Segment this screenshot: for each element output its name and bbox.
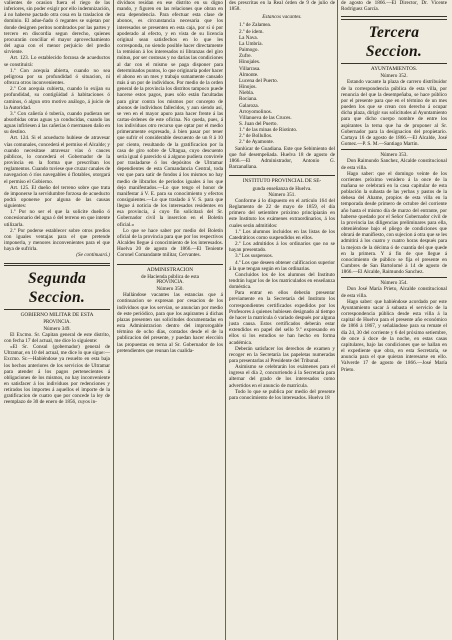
paragraph: 1.º Los alumnos incluidos en las listas de los Catedráticos como suspendidos en ellos. <box>229 228 335 241</box>
paragraph: 4.º Los que deseen obtener calificacion superior á la que tengan según en las ordinarias. <box>229 259 335 272</box>
notice-number: Número 349. <box>43 325 71 332</box>
column-1 <box>4 0 110 406</box>
rule <box>117 264 223 265</box>
list-item: 2.º de idem. <box>239 28 264 35</box>
column-2 <box>117 0 223 354</box>
list-item: La Umbría. <box>239 40 263 47</box>
paragraph: Art. 125. El dueño del terreno sobre que trata de imponerse la servidumbre forzosa de acueducto podrá oponerse por alguna de las causas siguientes: <box>4 184 110 210</box>
paragraph: dividuos residan en ese distrito en su digno mando, y figuren en las relaciones que obran en esta dependencia. Para efectuar esta clase de abonos, es circunstancia necesaria que los interesados se presenten en esta caja, por sí ó por apoderado al efecto, y en vista de su licencia original sean satisfechos en lo que les corresponda, no siendo posible hacer directamente la remision á los interesados ni libranzas del giro mútuo, por ser costosas y no darias las condiciones al dar con el mismo se paga disponer para determinados puntos, lo que originaria poder hacer el abono en un mes y trabajo sumamente cansado más á un por de individuos. Por medio de la orden general de la provincia los distritos tampoco puede hacerse estos pagos, pues sólo están facultadas para girar contra los mismos por concepto de abonos de individuos fallecidos, y aun siendo así, se ven en el mayor apuro para hacer frente á las cartas-órdenes de este oficina. No queda, pues, á los individuos otro recurso que optar por el medio primeramente expresado, á bien pasar por tener que sufrir el considerable descuento de un 8 á 10 por ciento, resultando de la gratificacion por la casa de giro sobre de Ultagua, cuyo descuento sería igual ó parecido si á alguno pudiera convirele por trasladarse ó los depósitos de Ultramar dependientes de esta Comandancia Central, toda vez que para satir de fondos á los mismos no hay medio de librarlos de períodos iguales á los que dejo manifestados.—Lo que tengo el honor de manifestar á V. E. para su conocimiento y efectos consiguientes.—Lo que traslado á V. S. para que llegue á noticia de los interesados residentes en esa provincia, á cuyo fin solicitará del Sr. Gobernador civil la insercion en el Boletin oficial.» <box>117 0 223 228</box>
paragraph: 3.º Los suspensos. <box>235 253 273 260</box>
list-item: 2.º de Ayamonte. <box>239 139 275 146</box>
double-rule <box>341 16 447 20</box>
paragraph: 2.º Con acequia cubierta, cuando lo exijan su profundidad, su contigüidad á habitaciones ó caminos, ó algun otro motivo análogo, á juicio de la Autoridad. <box>4 86 110 111</box>
list-item: Niebla. <box>239 90 255 97</box>
notice-number: Número 354. <box>380 280 408 287</box>
notice-number: Número 351. <box>268 191 296 198</box>
list-item: Galaroza. <box>239 102 260 109</box>
list-item: Rociana. <box>239 96 258 103</box>
paragraph: Asimismo se celebrarán los exámenes para el ingreso el día 2, concurriendo á la Secretaría para alternar del grado de los interesados como advertidos en el anuncio de matrícula. <box>229 364 335 389</box>
double-rule <box>4 263 110 267</box>
paragraph: valientes de ocasion fuera el riego de las inferiores, sin poder exigir por ello indemnización, á no haberse pactado otra cosa en la traslacion de dominio. El adue-ñado ó regantes se sujetan por donde designen peritos nombrados por las partes y tercero en discordia segun derecho, quienes procurarán conciliar el mayor aprovechamiento del agua con el menor perjuicio del predio sirviente. <box>4 0 110 56</box>
list-item: Villanueva de las Cruces. <box>239 114 292 121</box>
office-heading: AYUNTAMIENTOS. <box>370 65 418 72</box>
rule <box>229 175 335 176</box>
rule <box>341 149 447 150</box>
list-item: Arroyomolinos. <box>239 108 272 115</box>
paragraph: 2.º Los admitidos á los ordinarios que no se hayan presentado. <box>229 241 335 254</box>
paragraph: El Excmo. Sr. Capitan general de este distrito, con fecha 17 del actual, me dice lo siguiente: <box>4 331 110 344</box>
notice-number: Número 350. <box>156 286 184 293</box>
notice-number: Número 353. <box>380 152 408 159</box>
office-heading: GOBIERNO MILITAR DE ESTA <box>20 312 94 319</box>
office-subheading: de Hacienda pública de esta <box>141 273 199 280</box>
list-item: Hinojos. <box>239 84 257 91</box>
list-item: Almonte. <box>239 71 259 78</box>
paragraph: Lo que se hace saber por medio del Boletín oficial de la provincia para que por los respectivos Alcaldes llegue á conocimiento de los interesados. Huelva 20 de agosto de 1866.—El Teniente Coronel Comandante militar, Cervantes. <box>117 227 223 259</box>
list-item: Lucena del Puerto. <box>239 77 279 84</box>
paragraph: Don José María Prieto, Alcalde constitucional de esta villa. <box>341 286 447 299</box>
paragraph: de agosto de 1866.—El Director, Dr. Vicente Rodríguez García. <box>341 0 447 13</box>
paragraph: 1.º Con acequia abierta, cuando no sea peligrosa por su profundidad ó situacion, ni ofrezca otros inconvenientes. <box>4 67 110 87</box>
paragraph: 3.º Con cañería ó tubería, cuando pudieran ser absorbidas otras aguas ya conducidas, cuando las aguas infiriesen á las cañerías ó mermasen daño en su destino. <box>4 110 110 136</box>
continuation-note: (Se continuará.) <box>76 252 110 259</box>
list-item: Zufre. <box>239 53 252 60</box>
section-heading: Segunda Seccion. <box>27 270 87 307</box>
rule <box>341 277 447 278</box>
column-3 <box>229 0 335 401</box>
office-subheading: PROVINCIA. <box>156 280 184 286</box>
paragraph: Art. 123. Lo establecido forzosa de acueductos se constituirá: <box>4 55 110 68</box>
paragraph: Hallándose vacantes las estancias que á continuacion se expresan por cesacion de los individuos que los servían, se anuncian por medio de este periódico, para que los aspirantes á dichas plazas presenten sus solicitudes documentadas en esta Administracion dentro del improrogable término de ocho días, contados desde el de la publicacion del presente, y puedan hacer elección las propuestas en terna al Sr. Gobernador de los pretendientes que reunan las cualida- <box>117 292 223 354</box>
paragraph: Concluidos los de los alumnos del Instituto tendrán lugar los de los matriculados en enseñanza doméstica. <box>229 271 335 291</box>
office-subheading: PROVINCIA. <box>43 319 71 325</box>
rule <box>4 309 110 310</box>
paragraph: des prescritas en la Real órden de 9 de julio de 1858. <box>229 0 335 13</box>
office-subheading: gunda enseñanza de Huelva. <box>252 185 312 192</box>
paragraph: Hago saber: que el domingo veinte de los corrientes próximo venidero á la once de la mañana se celebrará en la casa capitular de esta población la subasta de las yerbas y pastos de la dehesa del Ahame, propios de esta villa en la temporada desde primero de octubre del corriente año hasta el mismo día de marzo del entrante, por haberse quedado por el Señor Gobernador civil de la provincia las diligencias preliminares para ella, obteniéndose bajo el pliego de condiciones que obrará de manifiesto, con sujecion á otra que se les admitirá á los cuatro y cuatro horas después para la mejora de la décima ó de cuantía del que quede en la primera. Y á fin de que llegue á conocimiento de público se fija el presente en Cumbres de San Bartolomé á 14 de agosto de 1866.—El Alcalde, Raimundo Sanchez. <box>341 170 447 276</box>
list-heading: Estancos vacantes. <box>262 14 302 21</box>
paragraph: Para entrar en ellos deberán presentar previamente en la Secretaría del Instituto los correspondientes certificados expedidos por los Profesores á quienes hubiesen designado al tiempo de hacer la matrícula ó variado después por alguna justa causa. Estos certificados deberán estar extendidos en papel del sello 9.º expresando en ellos si los estudios se han hecho en forma académica. <box>229 290 335 346</box>
paragraph: Deberán satisfacer los derechos de examen y recoger en la Secretaría las papeletas numeradas para presentarlas al Presidente del Tribunal. <box>229 345 335 364</box>
list-item: Hinojales. <box>239 59 261 66</box>
paragraph: Art. 124. Si el acueducto hubiese de atravesar vías comunales, concederá el permiso el Alcalde; y cuando necesitase atravesar vías ó cauces públicos, lo concederá el Gobernador de la provincia en la forma que prescriban los reglamentos. Cuando tuviese que cruzar canales de navegacion ó ríos navegables ó flotables, otorgará el permiso el Gobierno. <box>4 135 111 185</box>
column-4 <box>341 0 447 373</box>
paragraph: Sanlúcar de Guadiana. Este que Sebimiento del que fué desempeñada. Huelva 18 de agosto de 1866.—El Administrador, Antonio G. Barzanallana. <box>229 145 335 171</box>
list-item: 1.º de Zalamea. <box>239 22 272 29</box>
list-item: 1.º de las minas de Riotinto. <box>239 127 298 134</box>
office-heading: INSTITUTO PROVINCIAL DE SE- <box>242 178 322 185</box>
column-divider <box>225 0 226 640</box>
rule <box>341 63 447 64</box>
paragraph: 1.º Por no ser el que la solicite dueño ó concesionario del agua ó del terreno en que intente utilizarla. <box>4 209 110 228</box>
notice-number: Número 352. <box>380 73 408 80</box>
paragraph: «El Sr. Consul (gobernador) general de Ultramar, en 10 del actual, me dice lo que sigue:—Excmo. Sr.—Habiéndose ya resuelto en esta baja los hechos anteriores de los servicios de Ultramar para atender á los pagos pertenecientes á obligaciones de los mismos, no hay inconveniente en satisfacer á los individuos por redenciones y retirados los importes á aquellos el importe de la gratificacion de cuatro que por concede la ley de reemplazo de 30 de enero de 1856, cuyos in- <box>4 344 110 406</box>
paragraph: Hago saber: que habiéndose acordado por este Ayuntamiento sacar á subasta el servicio de la correspondencia pública desde esta villa á la capital de Huelva para el presente año económico de 1866 á 1867, y señalándose para su remate el día 24, 30 del corriente y 6 del próximo setiembre, de once á doce de la noche, en estas casas capitulares, bajo las condiciones que se hallan en el expediente que obra, en esta Secretaría, se anuncia para el que quieran interesarse en ello. Valverde 17 de agosto de 1866.—José María Prieto. <box>341 298 447 373</box>
paragraph: 2.º Por poderse establecer sobre otros predios con iguales ventajas para el que pretende imponerla, y menores inconvenientes para el que haya de sufrirla. <box>4 227 110 253</box>
office-heading: ADMINISTRACION <box>146 266 194 273</box>
section-heading: Tercera Seccion. <box>365 23 423 60</box>
list-item: Villarrasa. <box>239 65 261 72</box>
list-item: Paimogo. <box>239 47 259 54</box>
list-item: 2.º de Bollullos. <box>239 133 273 140</box>
column-divider <box>113 0 114 640</box>
column-divider <box>337 0 338 640</box>
estancos-list <box>229 22 335 145</box>
paragraph: Estando vacante la plaza de carrero distribuidor de la correspondencia pública de esta villa, por renuncia del que la desempeñaba, se hace público por el presente para que en el término de un mes pueden los que se crean con derecho á ocupar dicha plaza, dirigir sus solicitudes al Ayuntamiento para que dicho cuerpo nombre de entre los aspirantes la terna que ha de proponer al Sr. Gobernador para la designacion del propietario. Cartaya 16 de agosto de 1866.—El Alcalde, José Gomez.—P. S. M.—Santiago Martin. <box>341 79 447 148</box>
paragraph: Conforme á lo dispuesto en el artículo 164 del Reglamento de 22 de mayo de 1859, el día primero del setiembre próximo principiarán en este Instituto los exámenes extraordinarios, á los cuales serán admitidos: <box>229 197 335 229</box>
paragraph: Don Raimundo Sanchez, Alcalde constitucional de esta villa. <box>341 158 447 171</box>
paragraph: Todo lo que se publica por medio del presente para conocimiento de los interesados. Huelva 18 <box>229 388 335 401</box>
list-item: La Nava. <box>239 34 259 41</box>
list-item: S. Juan del Puerto. <box>239 120 278 127</box>
